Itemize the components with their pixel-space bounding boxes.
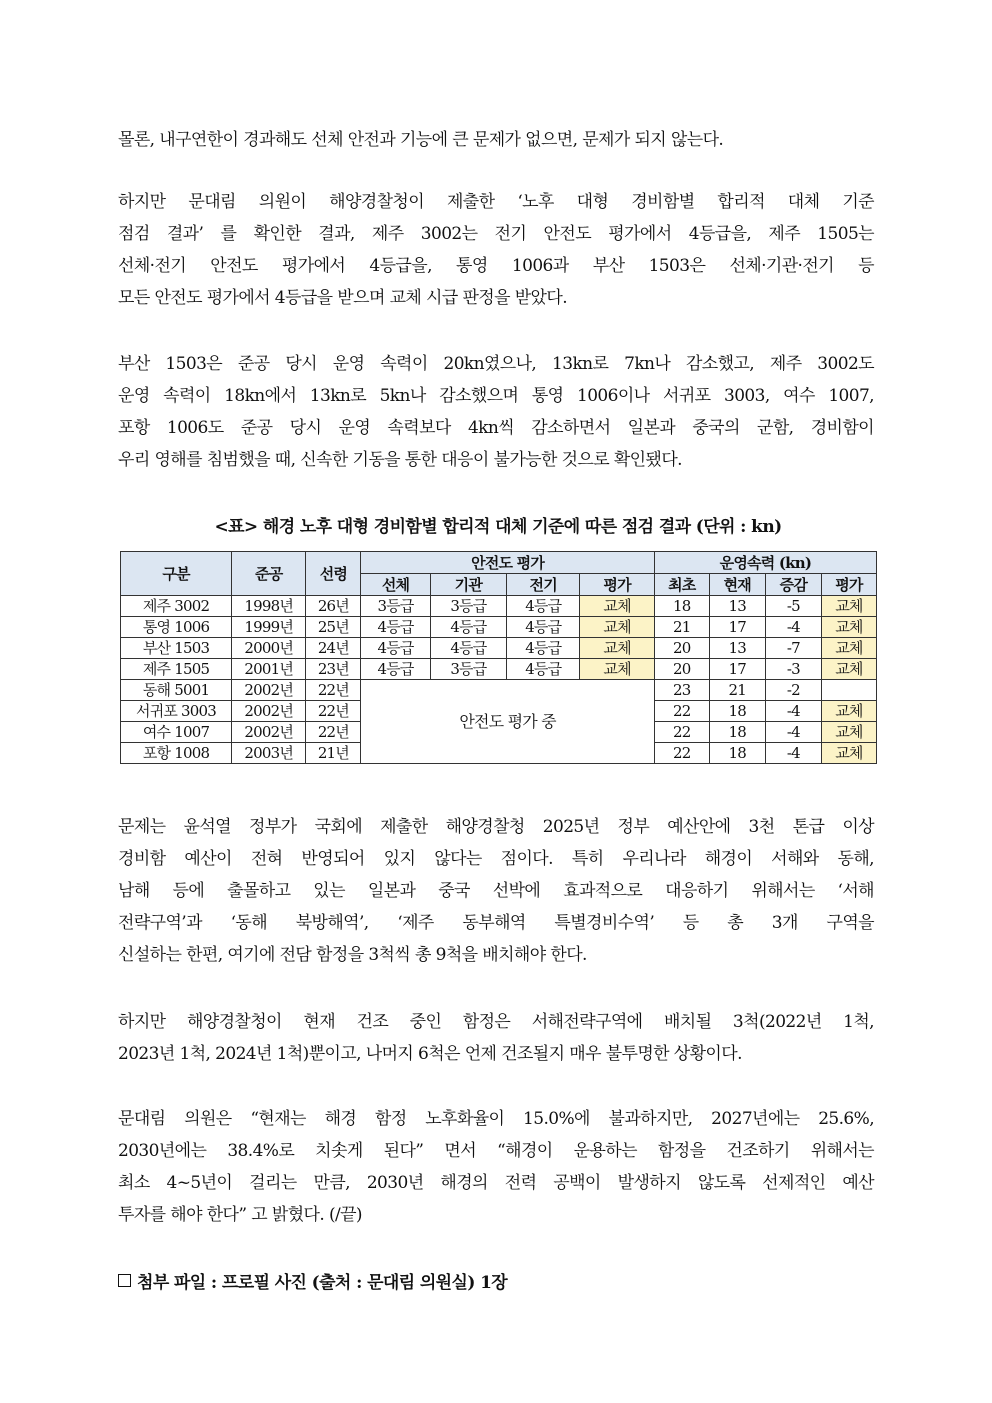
- cell-initial: 23: [654, 680, 709, 701]
- text-line: 남해 등에 출몰하고 있는 일본과 중국 선박에 효과적으로 대응하기 위해서는 ‘서해: [118, 881, 874, 901]
- cell-safety-eval: 교체: [580, 638, 654, 659]
- cell-engine: 3등급: [430, 596, 506, 617]
- cell-age: 25년: [306, 617, 361, 638]
- paragraph-construction-status: [118, 1006, 874, 1070]
- text-line: 문대림 의원은 “현재는 해경 함정 노후화율이 15.0%에 불과하지만, 2027년에는 25.6%,: [118, 1109, 874, 1129]
- cell-speed-eval: 교체: [821, 743, 876, 764]
- cell-name: 제주 3002: [121, 596, 232, 617]
- cell-engine: 4등급: [430, 638, 506, 659]
- text-line: 전략구역’과 ‘동해 북방해역’, ‘제주 동부해역 특별경비수역’ 등 총 3개 구역을: [118, 913, 874, 933]
- checkbox-square-icon: [118, 1274, 131, 1287]
- cell-change: -2: [765, 680, 821, 701]
- text-line: 문제는 윤석열 정부가 국회에 제출한 해양경찰청 2025년 정부 예산안에 3천 톤급 이상: [118, 817, 874, 837]
- header-current: 현재: [709, 574, 765, 596]
- cell-change: -5: [765, 596, 821, 617]
- cell-speed-eval: 교체: [821, 638, 876, 659]
- cell-current: 17: [709, 659, 765, 680]
- text-line: 신설하는 한편, 여기에 전담 함정을 3척씩 총 9척을 배치해야 한다.: [118, 945, 587, 965]
- table-row: [121, 617, 877, 638]
- cell-current: 18: [709, 722, 765, 743]
- cell-safety-eval: 교체: [580, 596, 654, 617]
- cell-speed-eval: 교체: [821, 701, 876, 722]
- header-completion: 준공: [232, 552, 306, 596]
- cell-initial: 22: [654, 722, 709, 743]
- header-electric: 전기: [507, 574, 580, 596]
- cell-electric: 4등급: [507, 617, 580, 638]
- text-line: 하지만 문대림 의원이 해양경찰청이 제출한 ‘노후 대형 경비함별 합리적 대체 기준: [118, 192, 874, 212]
- cell-change: -7: [765, 638, 821, 659]
- cell-change: -4: [765, 701, 821, 722]
- text-line: 부산 1503은 준공 당시 운영 속력이 20kn였으나, 13kn로 7kn나 감소했고, 제주 3002도: [118, 354, 874, 374]
- cell-safety-pending: 안전도 평가 중: [361, 680, 654, 764]
- cell-hull: 3등급: [361, 596, 430, 617]
- cell-initial: 20: [654, 638, 709, 659]
- cell-built: 2003년: [232, 743, 306, 764]
- cell-built: 2001년: [232, 659, 306, 680]
- text-line: 운영 속력이 18kn에서 13kn로 5kn나 감소했으며 통영 1006이나 서귀포 3003, 여수 1007,: [118, 386, 874, 406]
- paragraph-speed-decline: [118, 348, 874, 476]
- header-change: 증감: [765, 574, 821, 596]
- paragraph-durability: [118, 124, 874, 156]
- header-speed-group: 운영속력 (kn): [654, 552, 876, 574]
- table-caption: <표> 해경 노후 대형 경비함별 합리적 대체 기준에 따른 점검 결과 (단위 : kn): [214, 517, 782, 537]
- text-line: 투자를 해야 한다” 고 밝혔다. (/끝): [118, 1205, 362, 1225]
- text-line: 우리 영해를 침범했을 때, 신속한 기동을 통한 대응이 불가능한 것으로 확인됐다.: [118, 450, 682, 470]
- cell-speed-eval: [821, 680, 876, 701]
- cell-change: -4: [765, 743, 821, 764]
- cell-built: 1999년: [232, 617, 306, 638]
- cell-initial: 18: [654, 596, 709, 617]
- cell-change: -3: [765, 659, 821, 680]
- cell-built: 2002년: [232, 680, 306, 701]
- paragraph-quote: [118, 1103, 874, 1231]
- cell-initial: 21: [654, 617, 709, 638]
- cell-current: 13: [709, 638, 765, 659]
- cell-age: 26년: [306, 596, 361, 617]
- cell-built: 2000년: [232, 638, 306, 659]
- table-row: [121, 659, 877, 680]
- cell-hull: 4등급: [361, 638, 430, 659]
- cell-engine: 4등급: [430, 617, 506, 638]
- table-row: [121, 596, 877, 617]
- header-hull: 선체: [361, 574, 430, 596]
- cell-engine: 3등급: [430, 659, 506, 680]
- text-line: 최소 4~5년이 걸리는 만큼, 2030년 해경의 전력 공백이 발생하지 않도록 선제적인 예산: [118, 1173, 874, 1193]
- cell-change: -4: [765, 722, 821, 743]
- cell-name: 통영 1006: [121, 617, 232, 638]
- cell-age: 21년: [306, 743, 361, 764]
- cell-built: 1998년: [232, 596, 306, 617]
- cell-age: 22년: [306, 701, 361, 722]
- cell-initial: 22: [654, 701, 709, 722]
- header-division: 구분: [121, 552, 232, 596]
- cell-hull: 4등급: [361, 659, 430, 680]
- header-engine: 기관: [430, 574, 506, 596]
- text-line: 2023년 1척, 2024년 1척)뿐이고, 나머지 6척은 언제 건조될지 매우 불투명한 상황이다.: [118, 1044, 742, 1064]
- attachment-note: [118, 1268, 507, 1293]
- cell-age: 22년: [306, 680, 361, 701]
- cell-change: -4: [765, 617, 821, 638]
- cell-speed-eval: 교체: [821, 722, 876, 743]
- cell-speed-eval: 교체: [821, 596, 876, 617]
- cell-electric: 4등급: [507, 638, 580, 659]
- text-line: 경비함 예산이 전혀 반영되어 있지 않다는 점이다. 특히 우리나라 해경이 서해와 동해,: [118, 849, 874, 869]
- cell-current: 18: [709, 743, 765, 764]
- attachment-text: 첨부 파일 : 프로필 사진 (출처 : 문대림 의원실) 1장: [137, 1273, 508, 1293]
- cell-electric: 4등급: [507, 659, 580, 680]
- cell-safety-eval: 교체: [580, 659, 654, 680]
- cell-safety-eval: 교체: [580, 617, 654, 638]
- cell-age: 23년: [306, 659, 361, 680]
- cell-current: 17: [709, 617, 765, 638]
- cell-name: 서귀포 3003: [121, 701, 232, 722]
- cell-current: 18: [709, 701, 765, 722]
- cell-name: 여수 1007: [121, 722, 232, 743]
- cell-electric: 4등급: [507, 596, 580, 617]
- cell-current: 13: [709, 596, 765, 617]
- text-line: 모든 안전도 평가에서 4등급을 받으며 교체 시급 판정을 받았다.: [118, 288, 567, 308]
- cell-age: 24년: [306, 638, 361, 659]
- table-row: [121, 680, 877, 701]
- inspection-table: [120, 551, 877, 764]
- cell-initial: 20: [654, 659, 709, 680]
- header-safety-eval: 평가: [580, 574, 654, 596]
- text-line: 하지만 해양경찰청이 현재 건조 중인 함정은 서해전략구역에 배치될 3척(2022년 1척,: [118, 1012, 874, 1032]
- text-line: 2030년에는 38.4%로 치솟게 된다” 면서 “해경이 운용하는 함정을 건조하기 위해서는: [118, 1141, 874, 1161]
- text-line: 포항 1006도 준공 당시 운영 속력보다 4kn씩 감소하면서 일본과 중국의 군함, 경비함이: [118, 418, 874, 438]
- cell-current: 21: [709, 680, 765, 701]
- text-line: 점검 결과’ 를 확인한 결과, 제주 3002는 전기 안전도 평가에서 4등급을, 제주 1505는: [118, 224, 874, 244]
- cell-speed-eval: 교체: [821, 617, 876, 638]
- cell-name: 부산 1503: [121, 638, 232, 659]
- paragraph-budget-problem: [118, 811, 874, 971]
- cell-built: 2002년: [232, 722, 306, 743]
- text-line: 몰론, 내구연한이 경과해도 선체 안전과 기능에 큰 문제가 없으면, 문제가 되지 않는다.: [118, 130, 724, 150]
- cell-speed-eval: 교체: [821, 659, 876, 680]
- header-speed-eval: 평가: [821, 574, 876, 596]
- cell-age: 22년: [306, 722, 361, 743]
- text-line: 선체·전기 안전도 평가에서 4등급을, 통영 1006과 부산 1503은 선체·기관·전기 등: [118, 256, 874, 276]
- cell-name: 동해 5001: [121, 680, 232, 701]
- header-age: 선령: [306, 552, 361, 596]
- table-row: [121, 638, 877, 659]
- cell-hull: 4등급: [361, 617, 430, 638]
- cell-initial: 22: [654, 743, 709, 764]
- cell-built: 2002년: [232, 701, 306, 722]
- header-initial: 최초: [654, 574, 709, 596]
- cell-name: 제주 1505: [121, 659, 232, 680]
- header-safety-group: 안전도 평가: [361, 552, 654, 574]
- cell-name: 포항 1008: [121, 743, 232, 764]
- paragraph-inspection-results: [118, 186, 874, 314]
